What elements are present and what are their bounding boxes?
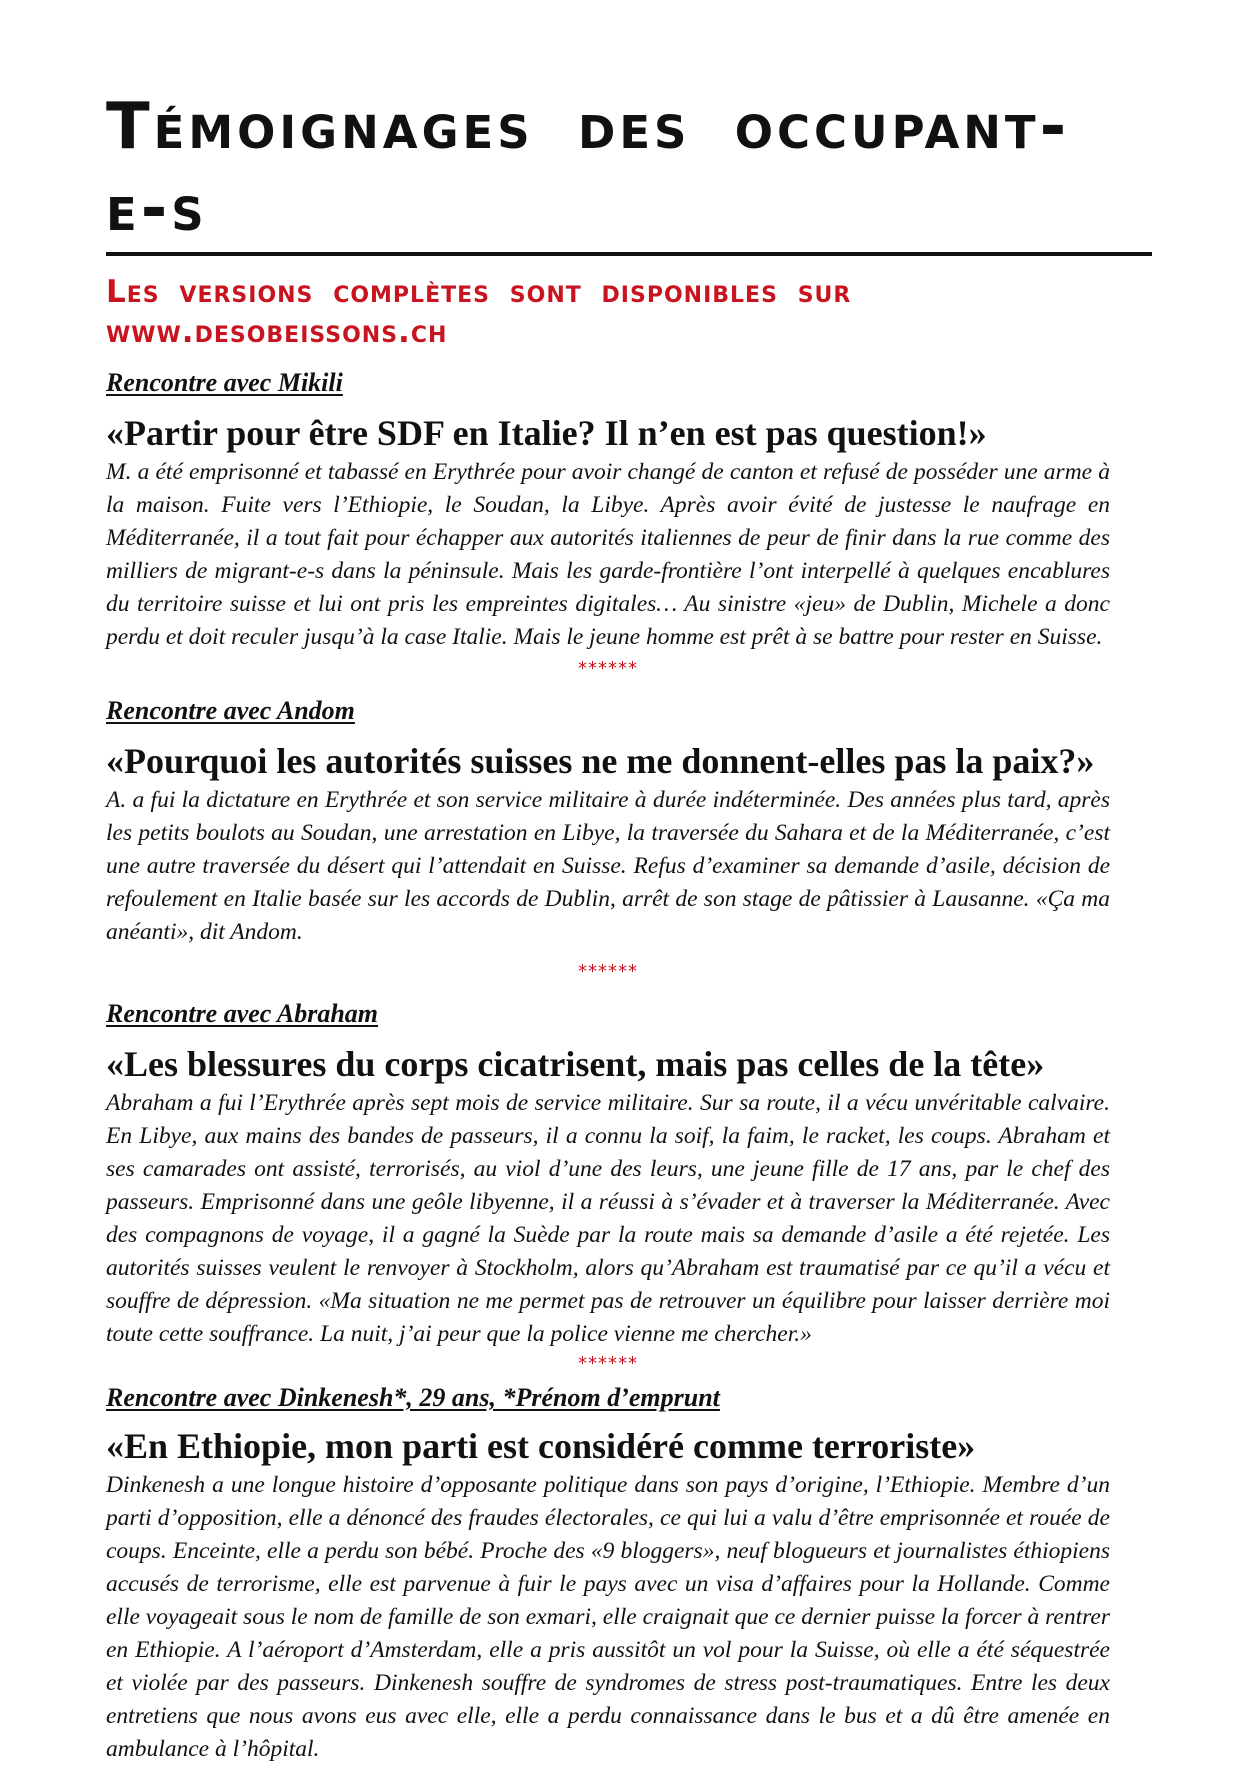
section-separator: ****** [578, 1353, 638, 1374]
testimony-andom [106, 694, 1110, 949]
section-quote: «Pourquoi les autorités suisses ne me donnent-elles pas la paix?» [106, 741, 1095, 781]
section-quote: «Les blessures du corps cicatrisent, mais pas celles de la tête» [106, 1044, 1045, 1084]
page-subtitle: Les versions complètes sont disponibles sur www.desobeissons.ch [106, 274, 852, 350]
section-heading: Rencontre avec Andom [106, 696, 355, 725]
section-text: Abraham a fui l’Erythrée après sept mois de service militaire. Sur sa route, il a vécu unvéritable calvaire. En Libye, aux mains des bandes de passeurs, il a connu la soif, la faim, le racket, les coups. Abraham et ses camarades ont assisté, terrorisés, au viol d’une des leurs, une jeune fille de 17 ans, par le chef des passeurs. Emprisonné dans une geôle libyenne, il a réussi à s’évader et à traverser la Méditerranée. Avec des compagnons de voyage, il a gagné la Suède par la route mais sa demande d’asile a été rejetée. Les autorités suisses veulent le renvoyer à Stockholm, alors qu’Abraham est traumatisé par ce qu’il a vécu et souffre de dépression. «Ma situation ne me permet pas de retrouver un équilibre pour laisser derrière moi toute cette souffrance. La nuit, j’ai peur que la police vienne me chercher.» [106, 1090, 1110, 1347]
title-underline [106, 252, 1152, 256]
section-separator: ****** [578, 961, 638, 982]
testimony-mikili [106, 366, 1110, 654]
testimony-dinkenesh [106, 1381, 1110, 1766]
section-quote: «Partir pour être SDF en Italie? Il n’en est pas question!» [106, 413, 987, 453]
section-heading: Rencontre avec Dinkenesh*, 29 ans, *Prénom d’emprunt [106, 1383, 720, 1412]
page-title: Témoignages des occupant-e-s [106, 90, 1071, 246]
section-heading: Rencontre avec Abraham [106, 999, 379, 1028]
section-separator: ****** [578, 658, 638, 679]
section-text: M. a été emprisonné et tabassé en Erythrée pour avoir changé de canton et refusé de posséder une arme à la maison. Fuite vers l’Ethiopie, le Soudan, la Libye. Après avoir évité de justesse le naufrage en Méditerranée, il a tout fait pour échapper aux autorités italiennes de peur de finir dans la rue comme des milliers de migrant-e-s dans la péninsule. Mais les garde-frontière l’ont interpellé à quelques encablures du territoire suisse et lui ont pris les empreintes digitales… Au sinistre «jeu» de Dublin, Michele a donc perdu et doit reculer jusqu’à la case Italie. Mais le jeune homme est prêt à se battre pour rester en Suisse. [106, 459, 1110, 650]
section-text: A. a fui la dictature en Erythrée et son service militaire à durée indéterminée. Des années plus tard, après les petits boulots au Soudan, une arrestation en Libye, la traversée du Sahara et de la Méditerranée, c’est une autre traversée du désert qui l’attendait en Suisse. Refus d’examiner sa demande d’asile, décision de refoulement en Italie basée sur les accords de Dublin, arrêt de son stage de pâtissier à Lausanne. «Ça ma anéanti», dit Andom. [106, 787, 1110, 945]
section-text: Dinkenesh a une longue histoire d’opposante politique dans son pays d’origine, l’Ethiopie. Membre d’un parti d’opposition, elle a dénoncé des fraudes électorales, ce qui lui a valu d’être emprisonnée et rouée de coups. Enceinte, elle a perdu son bébé. Proche des «9 bloggers», neuf blogueurs et journalistes éthiopiens accusés de terrorisme, elle est parvenue à fuir le pays avec un visa d’affaires pour la Hollande. Comme elle voyageait sous le nom de famille de son exmari, elle craignait que ce dernier puisse la forcer à rentrer en Ethiopie. A l’aéroport d’Amsterdam, elle a pris aussitôt un vol pour la Suisse, où elle a été séquestrée et violée par des passeurs. Dinkenesh souffre de syndromes de stress post-traumatiques. Entre les deux entretiens que nous avons eus avec elle, elle a perdu connaissance dans le bus et a dû être amenée en ambulance à l’hôpital. [106, 1472, 1110, 1762]
testimony-abraham [106, 997, 1110, 1351]
section-quote: «En Ethiopie, mon parti est considéré comme terroriste» [106, 1426, 976, 1466]
section-heading: Rencontre avec Mikili [106, 368, 343, 397]
